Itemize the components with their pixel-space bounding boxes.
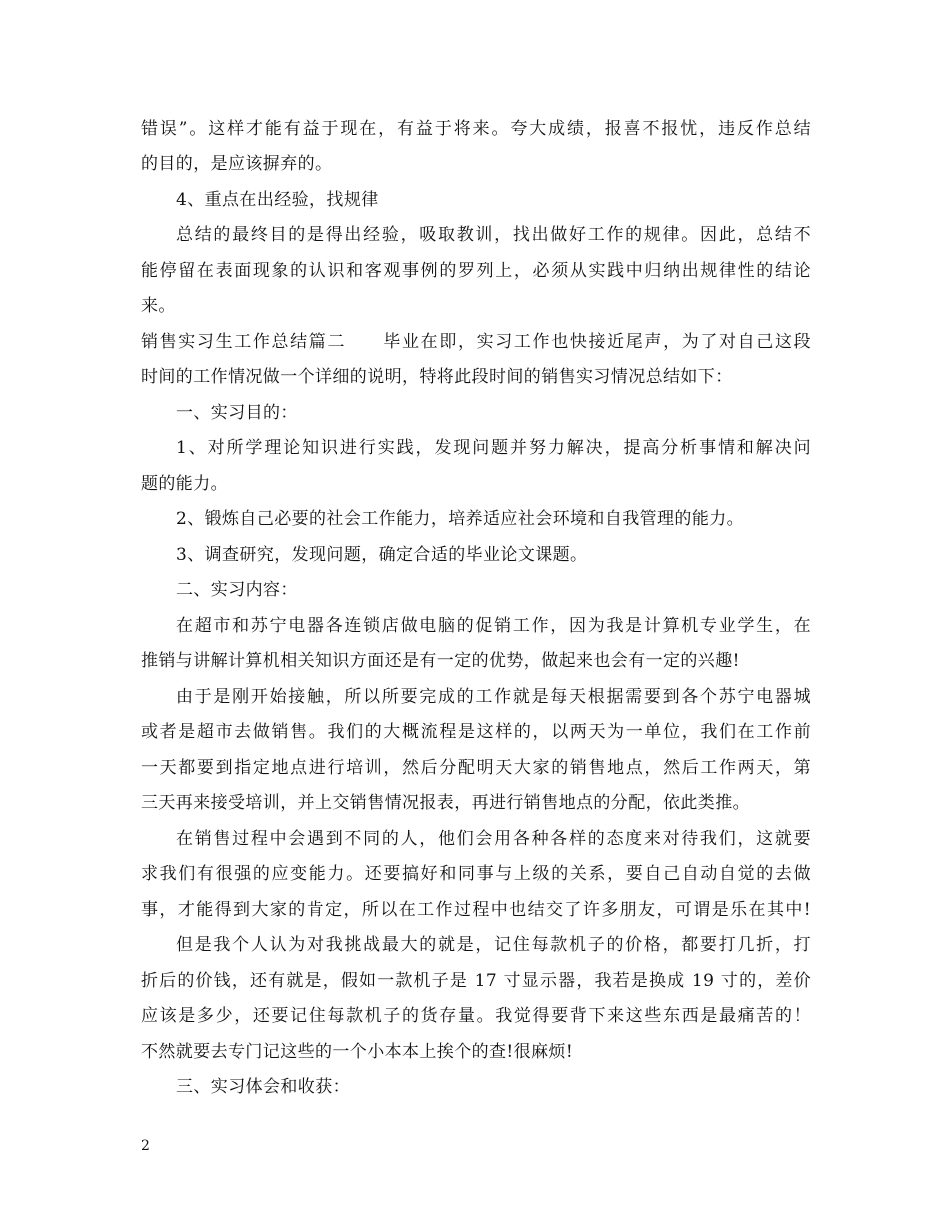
text-line: 1、对所学理论知识进行实践，发现问题并努力解决，提高分析事情和解决问 (176, 438, 811, 458)
text-line: 推销与讲解计算机相关知识方面还是有一定的优势，做起来也会有一定的兴趣! (141, 651, 740, 671)
text-line: 折后的价钱，还有就是，假如一款机子是 17 寸显示器，我若是换成 19 寸的，差价 (141, 971, 811, 991)
text-line: 的目的，是应该摒弃的。 (141, 154, 333, 174)
text-line: 求我们有很强的应变能力。还要搞好和同事与上级的关系，要自己自动自觉的去做 (141, 864, 811, 884)
text-line: 能停留在表面现象的认识和客观事例的罗列上，必须从实践中归纳出规律性的结论 (141, 261, 811, 281)
section-heading: 二、实习内容： (176, 580, 298, 600)
text-line: 在销售过程中会遇到不同的人，他们会用各种各样的态度来对待我们，这就要 (176, 829, 811, 849)
text-line: 应该是多少，还要记住每款机子的货存量。我觉得要背下来这些东西是最痛苦的！ (141, 1006, 811, 1026)
text-line: 由于是刚开始接触，所以所要完成的工作就是每天根据需要到各个苏宁电器城 (176, 687, 811, 707)
text-line: 在超市和苏宁电器各连锁店做电脑的促销工作，因为我是计算机专业学生，在 (176, 616, 811, 636)
text-line: 时间的工作情况做一个详细的说明，特将此段时间的销售实习情况总结如下： (141, 367, 733, 387)
article-title-line: 销售实习生工作总结篇二 毕业在即，实习工作也快接近尾声，为了对自己这段 (141, 332, 811, 352)
text-line: 题的能力。 (141, 474, 228, 494)
page-number: 2 (141, 1138, 150, 1154)
text-line: 来。 (141, 296, 176, 316)
section-heading: 一、实习目的： (176, 403, 298, 423)
text-line: 三天再来接受培训，并上交销售情况报表，再进行销售地点的分配，依此类推。 (141, 793, 750, 813)
text-line: 一天都要到指定地点进行培训，然后分配明天大家的销售地点，然后工作两天，第 (141, 758, 811, 778)
text-line: 3、调查研究，发现问题，确定合适的毕业论文课题。 (176, 545, 588, 565)
text-line: 总结的最终目的是得出经验，吸取教训，找出做好工作的规律。因此，总结不 (176, 225, 811, 245)
text-line: 事，才能得到大家的肯定，所以在工作过程中也结交了许多朋友，可谓是乐在其中! (141, 900, 811, 920)
text-line: 或者是超市去做销售。我们的大概流程是这样的，以两天为一单位，我们在工作前 (141, 722, 811, 742)
text-line: 不然就要去专门记这些的一个小本本上挨个的查!很麻烦! (141, 1042, 574, 1062)
text-line: 但是我个人认为对我挑战最大的就是，记住每款机子的价格，都要打几折，打 (176, 935, 811, 955)
text-line: 2、锻炼自己必要的社会工作能力，培养适应社会环境和自我管理的能力。 (176, 509, 745, 529)
section-heading: 三、实习体会和收获： (176, 1077, 350, 1097)
text-line: 错误”。这样才能有益于现在，有益于将来。夸大成绩，报喜不报忧，违反作总结 (141, 119, 811, 139)
section-heading: 4、重点在出经验，找规律 (176, 190, 379, 210)
